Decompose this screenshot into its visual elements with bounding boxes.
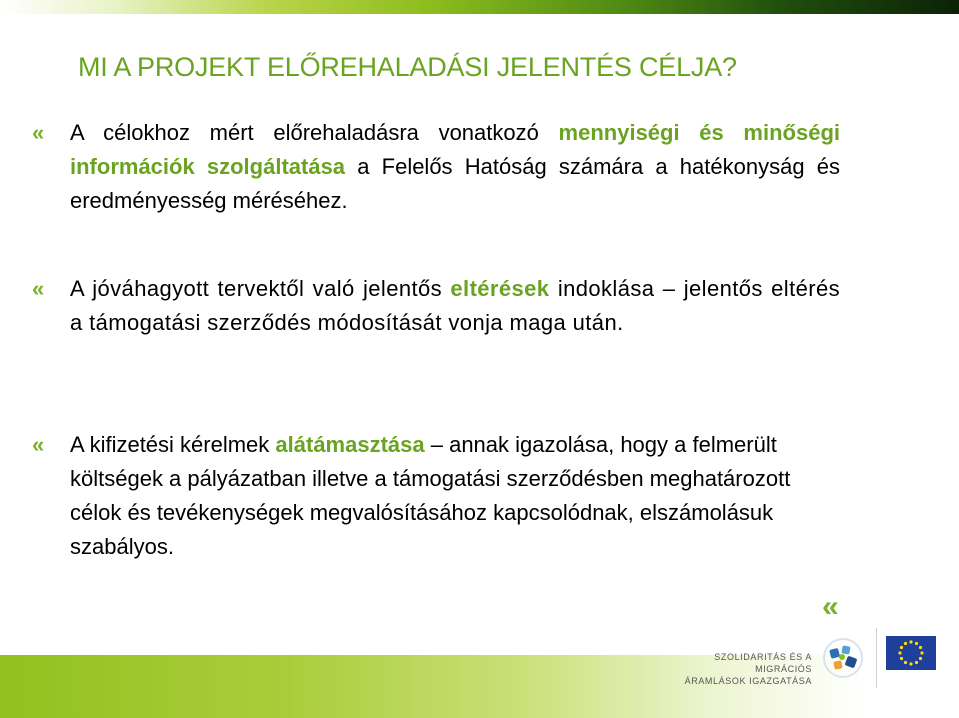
decorative-marker-icon: « <box>822 590 839 623</box>
bullet-text-1 <box>70 116 840 218</box>
bullet-text-1-part-1: A célokhoz mért előrehaladásra vonatkozó <box>70 120 559 145</box>
eu-flag-icon <box>886 636 936 670</box>
bullet-text-3-part-2: – annak igazolása, hogy a felmerült költségek a pályázatban illetve a támogatási szerződésben meghatározott célok és tevékenységek megvalósításához kapcsolódnak, elszámolásuk szabályos. <box>70 432 791 559</box>
bullet-text-3 <box>70 428 840 564</box>
bullet-item-3 <box>32 428 820 564</box>
bullet-text-2-highlight: eltérések <box>450 276 550 301</box>
footer-logo-line-1: SZOLIDARITÁS ÉS A MIGRÁCIÓS <box>714 652 812 674</box>
page-title: MI A PROJEKT ELŐREHALADÁSI JELENTÉS CÉLJA? <box>78 52 737 82</box>
footer-logo-text <box>672 651 812 687</box>
bullet-marker-icon: « <box>32 432 45 457</box>
bullet-text-1-part-2: a Felelős Hatóság számára a hatékonyság és eredményesség méréséhez. <box>70 154 840 213</box>
migration-logo-icon <box>822 637 864 679</box>
bullet-text-1-highlight: mennyiségi és minőségi információk szolgáltatása <box>70 120 841 179</box>
bullet-item-2 <box>32 272 841 340</box>
bullet-marker-icon: « <box>32 276 45 301</box>
bullet-text-3-highlight: alátámasztása <box>275 432 425 457</box>
bullet-item-1 <box>32 116 841 218</box>
bullet-text-3-part-1: A kifizetési kérelmek <box>70 432 276 457</box>
bottom-gradient-band <box>0 655 959 718</box>
bullet-text-2 <box>70 272 840 340</box>
bullet-marker-icon: « <box>32 120 45 145</box>
footer-divider <box>876 628 877 688</box>
footer-logo-line-2: ÁRAMLÁSOK IGAZGATÁSA <box>684 676 812 686</box>
top-gradient-bar <box>0 0 959 14</box>
bullet-text-2-part-2: indoklása – jelentős eltérés a támogatási szerződés módosítását vonja maga után. <box>70 276 841 335</box>
bullet-text-2-part-1: A jóváhagyott tervektől való jelentős <box>70 276 451 301</box>
